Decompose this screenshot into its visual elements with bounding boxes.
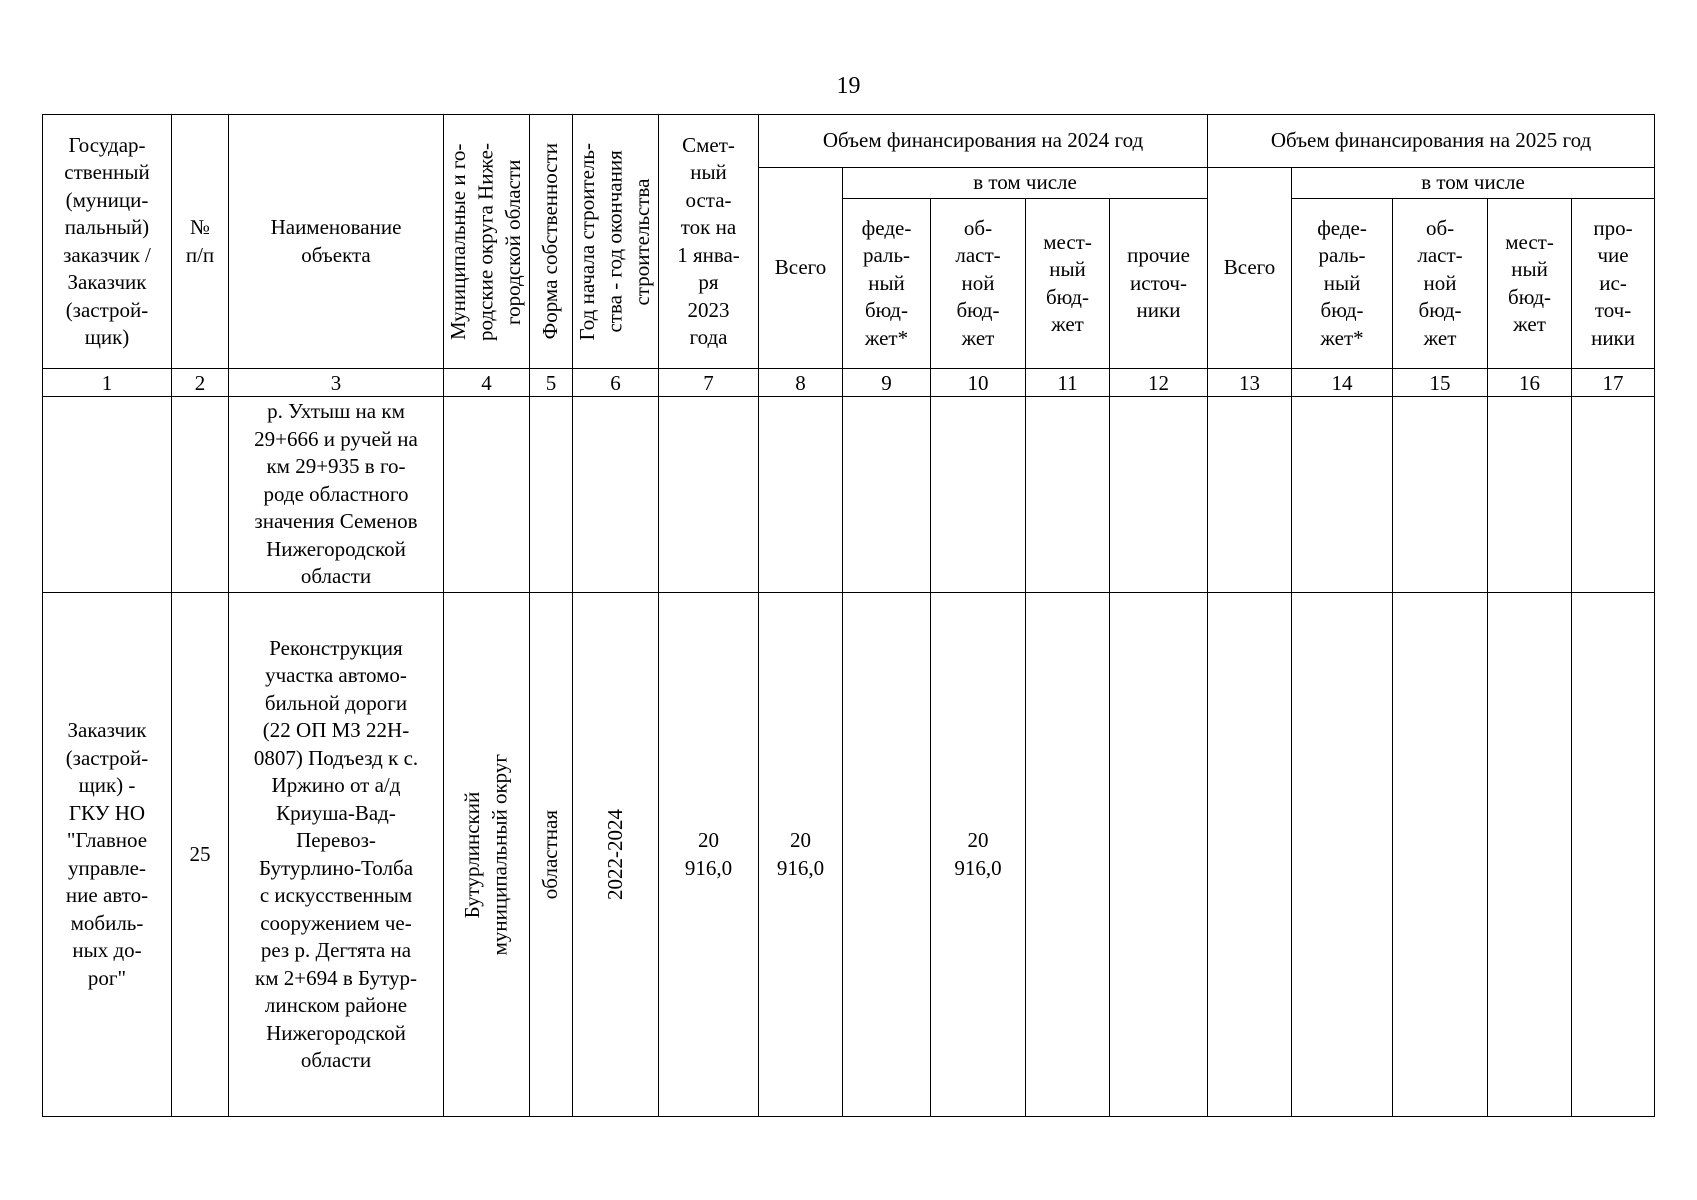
header-regional-2024: об- ласт- ной бюд- жет: [931, 199, 1026, 369]
header-federal-2024: феде- раль- ный бюд- жет*: [843, 199, 931, 369]
object-name-cell: Реконструкция участка автомо- бильной дороги (22 ОП МЗ 22Н- 0807) Подъезд к с. Иржино от а/д Криуша-Вад- Перевоз- Бутурлино-Толба с искусственным сооружением че- рез р. Дегтята на км 2+694 в Бутур- линском районе Нижегородской области: [229, 593, 444, 1117]
regional-2025-cell: [1393, 593, 1488, 1117]
column-number: 3: [229, 369, 444, 397]
local-2024-cell: [1026, 397, 1110, 593]
header-object-name: Наименование объекта: [229, 115, 444, 369]
total-2025-cell: [1208, 397, 1292, 593]
header-number: № п/п: [172, 115, 229, 369]
header-district-text: Муниципальные и го- родские округа Ниже- городской области: [446, 142, 526, 341]
header-district: [444, 115, 530, 369]
column-number: 1: [43, 369, 172, 397]
header-ownership-text: Форма собственности: [538, 143, 563, 340]
federal-2025-cell: [1292, 397, 1393, 593]
other-2024-cell: [1110, 593, 1208, 1117]
total-2024-cell: [759, 397, 843, 593]
other-2025-cell: [1572, 593, 1655, 1117]
column-number: 8: [759, 369, 843, 397]
federal-2024-cell: [843, 397, 931, 593]
district-cell: [444, 593, 530, 1117]
years-cell-text: 2022-2024: [602, 809, 627, 900]
header-regional-2025: об- ласт- ной бюд- жет: [1393, 199, 1488, 369]
header-total-2025: Всего: [1208, 168, 1292, 369]
regional-2024-cell: [931, 397, 1026, 593]
header-local-2024: мест- ный бюд- жет: [1026, 199, 1110, 369]
years-cell: [573, 397, 659, 593]
column-number: 11: [1026, 369, 1110, 397]
ownership-cell: [530, 593, 573, 1117]
object-name-cell: р. Ухтыш на км 29+666 и ручей на км 29+935 в го- роде областного значения Семенов Нижегородской области: [229, 397, 444, 593]
column-number: 12: [1110, 369, 1208, 397]
regional-2025-cell: [1393, 397, 1488, 593]
years-cell: [573, 593, 659, 1117]
column-number: 13: [1208, 369, 1292, 397]
column-number: 2: [172, 369, 229, 397]
local-2024-cell: [1026, 593, 1110, 1117]
regional-2024-cell: 20 916,0: [931, 593, 1026, 1117]
header-years: [573, 115, 659, 369]
column-number: 16: [1488, 369, 1572, 397]
header-including-2024: в том числе: [843, 168, 1208, 199]
federal-2024-cell: [843, 593, 931, 1117]
customer-cell: Заказчик (застрой- щик) - ГКУ НО "Главное управле- ние авто- мобиль- ных до- рог": [43, 593, 172, 1117]
header-local-2025: мест- ный бюд- жет: [1488, 199, 1572, 369]
federal-2025-cell: [1292, 593, 1393, 1117]
column-number: 6: [573, 369, 659, 397]
header-funding-2025: Объем финансирования на 2025 год: [1208, 115, 1655, 168]
header-federal-2025: феде- раль- ный бюд- жет*: [1292, 199, 1393, 369]
total-2025-cell: [1208, 593, 1292, 1117]
number-cell: 25: [172, 593, 229, 1117]
number-cell: [172, 397, 229, 593]
total-2024-cell: 20 916,0: [759, 593, 843, 1117]
column-number: 5: [530, 369, 573, 397]
header-including-2025: в том числе: [1292, 168, 1655, 199]
district-cell: [444, 397, 530, 593]
ownership-cell: [530, 397, 573, 593]
local-2025-cell: [1488, 593, 1572, 1117]
header-ownership: [530, 115, 573, 369]
header-estimate-remainder: Смет- ный оста- ток на 1 янва- ря 2023 года: [659, 115, 759, 369]
header-total-2024: Всего: [759, 168, 843, 369]
header-other-2025: про- чие ис- точ- ники: [1572, 199, 1655, 369]
header-years-text: Год начала строитель- ства - год окончания строительства: [575, 142, 655, 341]
header-customer: Государ- ственный (муници- пальный) заказчик / Заказчик (застрой- щик): [43, 115, 172, 369]
column-number: 14: [1292, 369, 1393, 397]
estimate-remainder-cell: [659, 397, 759, 593]
table-row: [43, 397, 1655, 593]
column-number: 9: [843, 369, 931, 397]
column-number: 15: [1393, 369, 1488, 397]
district-cell-text: Бутурлинский муниципальный округ: [460, 753, 512, 956]
column-number: 7: [659, 369, 759, 397]
header-funding-2024: Объем финансирования на 2024 год: [759, 115, 1208, 168]
other-2024-cell: [1110, 397, 1208, 593]
column-number: 17: [1572, 369, 1655, 397]
header-other-2024: прочие источ- ники: [1110, 199, 1208, 369]
local-2025-cell: [1488, 397, 1572, 593]
other-2025-cell: [1572, 397, 1655, 593]
column-number: 10: [931, 369, 1026, 397]
customer-cell: [43, 397, 172, 593]
financing-table: [42, 114, 1655, 1117]
column-number: 4: [444, 369, 530, 397]
estimate-remainder-cell: 20 916,0: [659, 593, 759, 1117]
column-number-row: [43, 369, 1655, 397]
ownership-cell-text: областная: [538, 809, 563, 900]
page-number: 19: [836, 73, 861, 99]
table-row: [43, 593, 1655, 1117]
